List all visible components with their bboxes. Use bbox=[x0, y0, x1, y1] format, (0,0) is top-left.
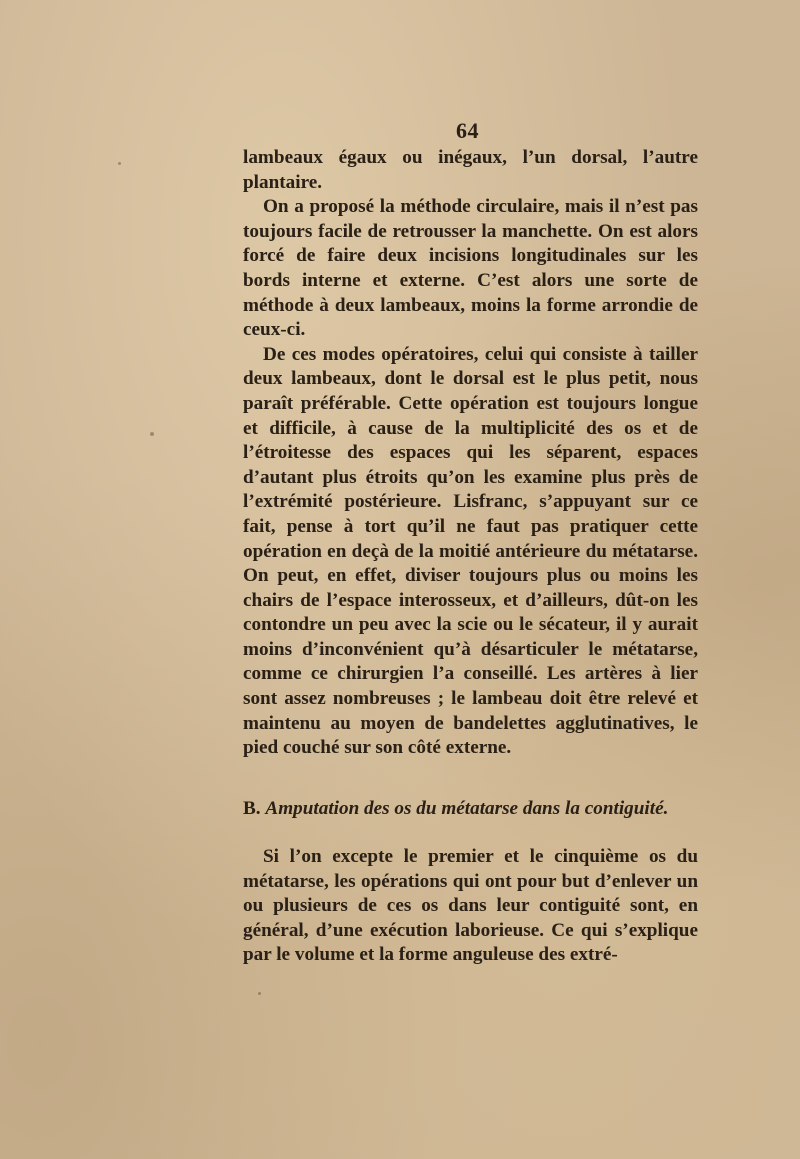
paragraph-operative-modes: De ces modes opératoires, celui qui consiste à tailler deux lambeaux, dont le dorsal est le plus petit, nous paraît préférable. Cette opération est toujours longue et difficile, à cause de la multiplicité des os et de l’étroitesse des espaces qui les séparent, espaces d’autant plus étroits qu’on les examine plus près de l’extrémité postérieure. Lisfranc, s’appuyant sur ce fait, pense à tort qu’il ne faut pas pratiquer cette opération en deçà de la moitié antérieure du métatarse. On peut, en effet, diviser toujours plus ou moins les chairs de l’espace interosseux, et d’ailleurs, dût-on les contondre un peu avec la scie ou le sécateur, il y aurait moins d’inconvénient qu’à désarticuler le métatarse, comme ce chirurgien l’a conseillé. Les artères à lier sont assez nombreuses ; le lambeau doit être relevé et maintenu au moyen de bandelettes agglutinatives, le pied couché sur son côté externe. bbox=[243, 343, 698, 759]
section-text bbox=[243, 845, 698, 968]
paragraph-circular-method: On a proposé la méthode circulaire, mais il n’est pas toujours facile de retrousser la manchette. On est alors forcé de faire deux incisions longitudinales sur les bords interne et externe. C’est alors une sorte de méthode à deux lambeaux, moins la forme arrondie de ceux-ci. bbox=[243, 196, 698, 341]
paper-speck bbox=[118, 162, 121, 165]
section-heading bbox=[243, 797, 698, 822]
paragraph-contiguity: Si l’on excepte le premier et le cinquième os du métatarse, les opérations qui ont pour but d’enlever un ou plusieurs de ces os dans leur contiguité sont, en général, d’une exécution laborieuse. Ce qui s’explique par le volume et la forme anguleuse des extré- bbox=[243, 846, 698, 966]
main-text bbox=[243, 146, 698, 761]
section-letter: B. bbox=[243, 798, 261, 819]
page-number: 64 bbox=[456, 118, 479, 143]
section-title: Amputation des os du métatarse dans la contiguité. bbox=[265, 798, 669, 819]
paper-speck bbox=[150, 432, 154, 436]
paper-speck bbox=[258, 992, 261, 995]
paragraph-continuation: lambeaux égaux ou inégaux, l’un dorsal, l’autre plantaire. bbox=[243, 147, 698, 193]
